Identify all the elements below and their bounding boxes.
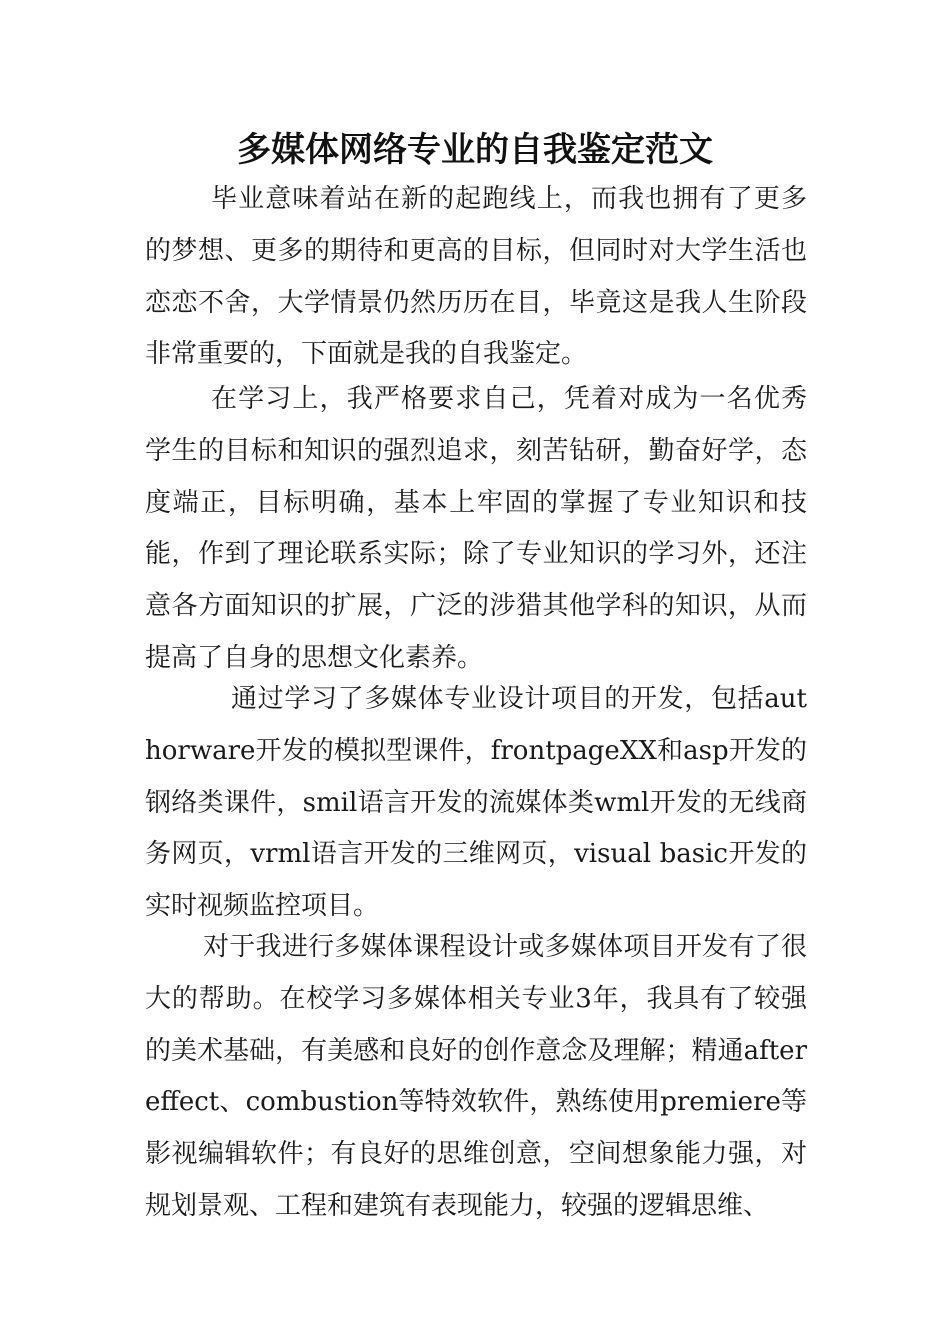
paragraph-multimedia-projects: 通过学习了多媒体专业设计项目的开发，包括authorware开发的模拟型课件，frontpageXX和asp开发的钢络类课件，smil语言开发的流媒体类wml开发的无线商务网页，vrml语言开发的三维网页，visual basic开发的实时视频监控项目。: [145, 684, 807, 922]
paragraph-skills: 对于我进行多媒体课程设计或多媒体项目开发有了很大的帮助。在校学习多媒体相关专业3年，我具有了较强的美术基础，有美感和良好的创作意念及理解；精通aftereffect、combustion等特效软件，熟练使用premiere等影视编辑软件；有良好的思维创意，空间想象能力强，对规划景观、工程和建筑有表现能力，较强的逻辑思维、: [145, 932, 807, 1221]
paragraph-graduation-intro: 毕业意味着站在新的起跑线上，而我也拥有了更多的梦想、更多的期待和更高的目标，但同时对大学生活也恋恋不舍，大学情景仍然历历在目，毕竟这是我人生阶段非常重要的，下面就是我的自我鉴定。: [145, 184, 807, 370]
document-title: 多媒体网络专业的自我鉴定范文: [237, 130, 713, 170]
paragraph-study-attitude: 在学习上，我严格要求自己，凭着对成为一名优秀学生的目标和知识的强烈追求，刻苦钻研，勤奋好学，态度端正，目标明确，基本上牢固的掌握了专业知识和技能，作到了理论联系实际；除了专业知识的学习外，还注意各方面知识的扩展，广泛的涉猎其他学科的知识，从而提高了自身的思想文化素养。: [145, 384, 807, 673]
